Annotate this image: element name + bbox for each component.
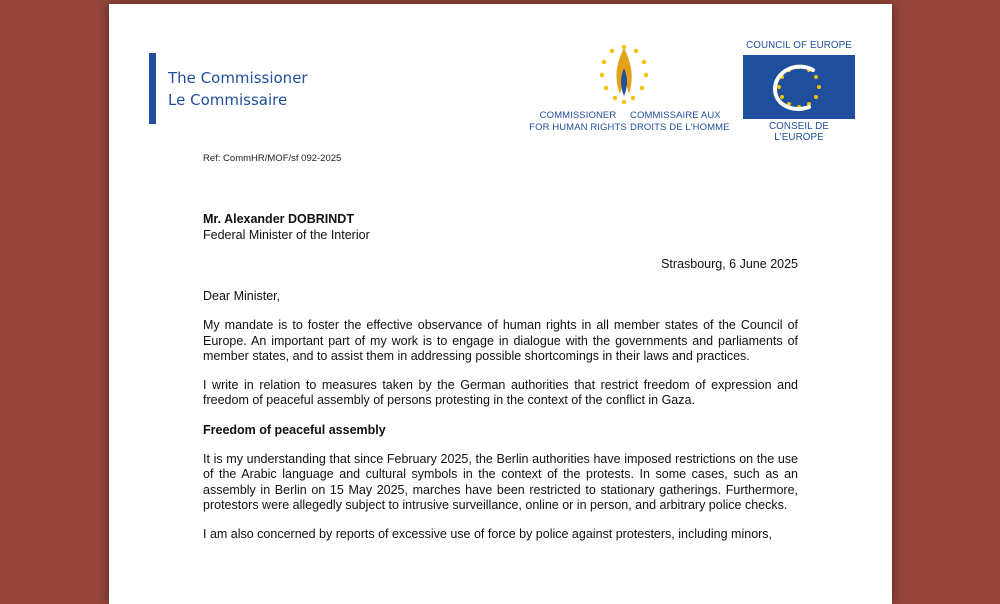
chr-label-fr: COMMISSAIRE AUX DROITS DE L'HOMME	[630, 110, 730, 133]
recipient-block	[203, 211, 370, 243]
commissioner-flame-emblem-icon	[594, 42, 654, 108]
paragraph-purpose: I write in relation to measures taken by the German authorities that restrict freedom of expression and freedom of peaceful assembly of persons protesting in the context of the conflict in Gaza.	[203, 378, 798, 408]
council-of-europe-logo-icon	[743, 55, 855, 119]
commissioner-accent-bar	[149, 53, 156, 124]
letter-body	[203, 289, 798, 557]
commissioner-heading	[168, 67, 308, 111]
commissioner-en: The Commissioner	[168, 69, 308, 87]
reference-number: Ref: CommHR/MOF/sf 092-2025	[203, 153, 342, 164]
coe-title-fr: CONSEIL DE L'EUROPE	[769, 121, 829, 143]
letter-date: Strasbourg, 6 June 2025	[661, 257, 798, 271]
paragraph-force: I am also concerned by reports of excessive use of force by police against protesters, including minors,	[203, 527, 773, 542]
salutation: Dear Minister,	[203, 289, 281, 303]
chr-label-en: COMMISSIONER FOR HUMAN RIGHTS	[529, 110, 627, 133]
recipient-title: Federal Minister of the Interior	[203, 228, 370, 242]
commissioner-fr: Le Commissaire	[168, 91, 288, 109]
paragraph-restrictions: It is my understanding that since February 2025, the Berlin authorities have imposed restrictions on the use of the Arabic language and cultural symbols in the context of the protests. In some cases, such as an assembly in Berlin on 15 May 2025, marches have been restricted to stationary gatherings. Furthermore, protestors were allegedly subject to intrusive surveillance, online or in person, and arbitrary police checks.	[203, 452, 798, 512]
coe-title-en: COUNCIL OF EUROPE	[746, 40, 852, 51]
letter-page	[109, 4, 892, 604]
recipient-name: Mr. Alexander DOBRINDT	[203, 212, 354, 226]
section-heading-assembly: Freedom of peaceful assembly	[203, 422, 386, 437]
paragraph-mandate: My mandate is to foster the effective observance of human rights in all member states of the Council of Europe. An important part of my work is to engage in dialogue with the governments and parliaments of member states, and to assist them in addressing possible shortcomings in their laws and practices.	[203, 318, 798, 363]
